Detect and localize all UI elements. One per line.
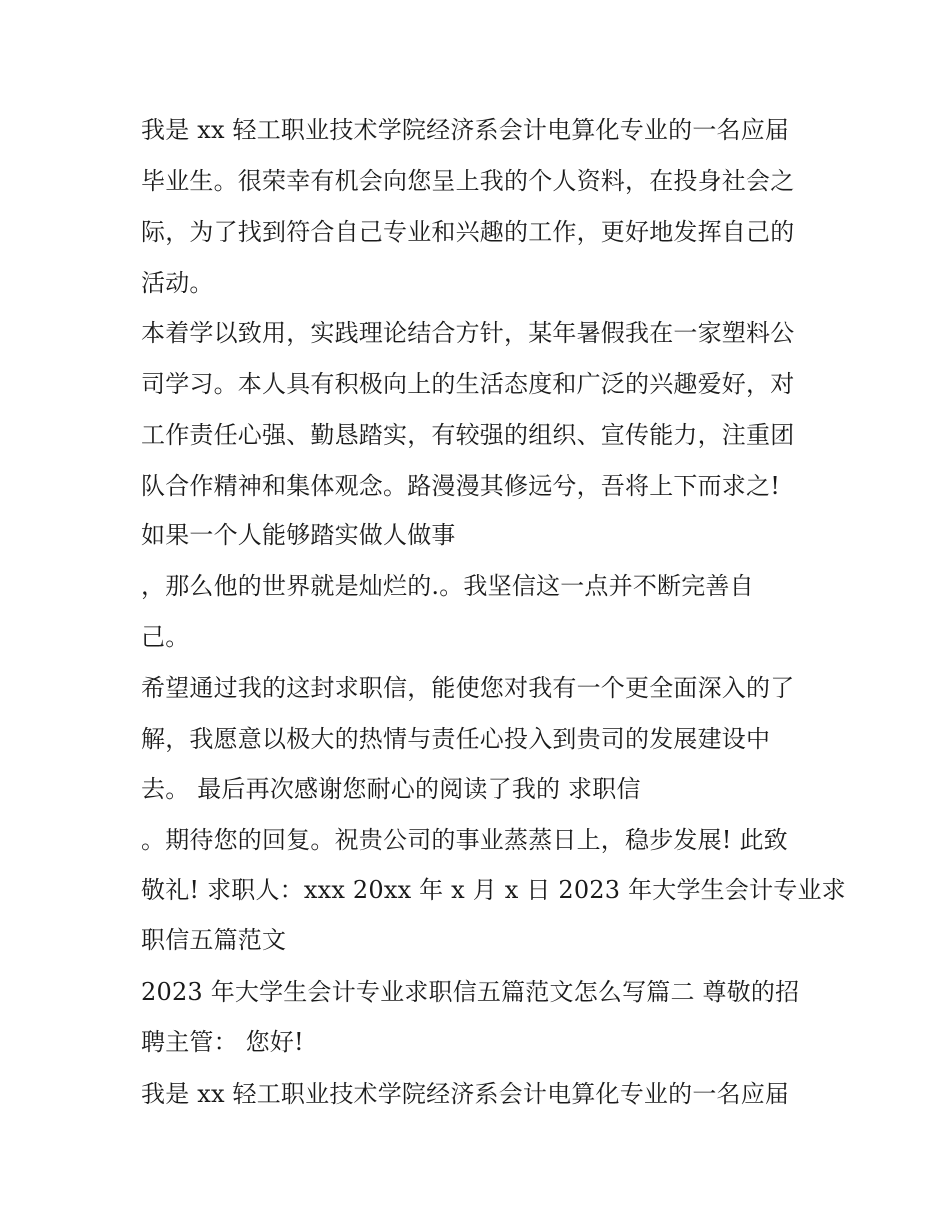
text-line-6: 司学习。本人具有积极向上的生活态度和广泛的兴趣爱好，对	[141, 370, 795, 398]
text-line-2: 毕业生。很荣幸有机会向您呈上我的个人资料，在投身社会之	[141, 167, 795, 195]
text-line-9: 如果一个人能够踏实做人做事	[141, 521, 456, 549]
text-line-7: 工作责任心强、勤恳踏实，有较强的组织、宣传能力，注重团	[141, 421, 795, 449]
text-line-14: 去。 最后再次感谢您耐心的阅读了我的 求职信	[141, 775, 641, 803]
text-line-3: 际，为了找到符合自己专业和兴趣的工作，更好地发挥自己的	[141, 218, 795, 246]
text-line-1: 我是 xx 轻工职业技术学院经济系会计电算化专业的一名应届	[141, 116, 790, 144]
text-line-11: 己。	[141, 623, 190, 651]
text-line-8: 队合作精神和集体观念。路漫漫其修远兮，吾将上下而求之!	[141, 472, 781, 500]
text-line-12: 希望通过我的这封求职信，能使您对我有一个更全面深入的了	[141, 674, 795, 702]
text-line-15: 。期待您的回复。祝贵公司的事业蒸蒸日上，稳步发展! 此致	[141, 826, 788, 854]
text-line-17: 职信五篇范文	[141, 926, 287, 954]
text-line-10: ，那么他的世界就是灿烂的.。我坚信这一点并不断完善自	[141, 572, 754, 600]
text-line-18: 2023 年大学生会计专业求职信五篇范文怎么写篇二 尊敬的招	[141, 978, 800, 1006]
text-line-4: 活动。	[141, 269, 214, 297]
text-line-13: 解，我愿意以极大的热情与责任心投入到贵司的发展建设中	[141, 725, 771, 753]
text-line-20: 我是 xx 轻工职业技术学院经济系会计电算化专业的一名应届	[141, 1080, 790, 1108]
text-line-19: 聘主管： 您好!	[141, 1028, 304, 1056]
text-line-16: 敬礼! 求职人：xxx 20xx 年 x 月 x 日 2023 年大学生会计专业求	[141, 876, 846, 904]
text-line-5: 本着学以致用，实践理论结合方针，某年暑假我在一家塑料公	[141, 319, 795, 347]
